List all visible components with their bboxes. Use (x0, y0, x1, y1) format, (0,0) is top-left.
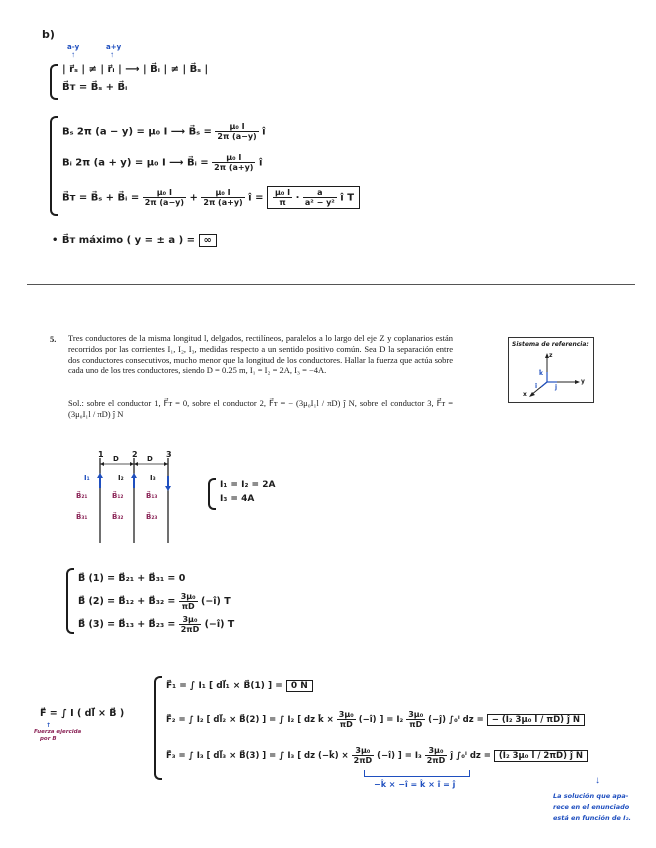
force-note-2: por B (40, 736, 57, 742)
reference-system-box (508, 337, 594, 403)
problem-statement: Tres conductores de la misma longitud l, delgados, rectilíneos, paralelos a lo largo del eje Z y coplanarios están recorridos por las corrientes I₁, I₂, I₃, medidas respecto a un sentido positivo común. Sea D la separación entre dos conductores consecutivos, mucho menor que la longitud de los conductores. Hallar la fuerza que actúa sobre cada uno de los tres conductores, siendo D = 0.25 m, I₁ = I₂ = 2A, I₃ = −4A. (68, 333, 453, 376)
given-currents-1: I₁ = I₂ = 2A (220, 480, 276, 490)
side-note-1: La solución que apa- (553, 792, 629, 800)
field-b12: B⃗₁₂ (112, 492, 124, 500)
arrow-up-icon: ↑ (71, 50, 75, 59)
problem-solution: Sol.: sobre el conductor 1, F⃗ᴛ = 0, sobre el conductor 2, F⃗ᴛ = − (3μ₀I₁l / πD) ĵ N, sobre el conductor 3, F⃗ᴛ = (3μ₀I₁l / πD) ĵ N (68, 398, 453, 419)
problem-number: 5. (50, 334, 57, 344)
conductor-3-label: 3 (166, 450, 172, 459)
field-b21: B⃗₂₁ (76, 492, 88, 500)
field-b32: B⃗₃₂ (112, 513, 124, 521)
side-note-2: rece en el enunciado (553, 803, 630, 811)
field-b13: B⃗₁₃ (146, 492, 158, 500)
brace-1 (50, 64, 58, 100)
field-b23: B⃗₂₃ (146, 513, 158, 521)
note-a-minus-y: a-y (67, 43, 80, 51)
unit-i-label: î (535, 383, 538, 390)
section-divider (27, 284, 635, 285)
brace-2 (50, 116, 58, 216)
current-i3: I₃ (150, 474, 156, 482)
result-box-f1: 0 N (286, 680, 313, 692)
force-general: F⃗ = ∫ I ( dl⃗ × B⃗ ) (40, 708, 125, 719)
current-i1: I₁ (84, 474, 90, 482)
brace-force (154, 676, 162, 780)
axis-x-label: x (523, 391, 527, 398)
conductor-2-label: 2 (132, 450, 138, 459)
given-currents-2: I₃ = 4A (220, 494, 255, 504)
conductor-1-label: 1 (98, 450, 104, 459)
result-box-f2: − (I₂ 3μ₀ l / πD) ĵ N (487, 714, 585, 726)
force-f3: F⃗₃ = ∫ I₃ [ dl⃗₃ × B⃗(3) ] = ∫ I₃ [ dz (−k̂) × $\frac{\text{3μ₀}}{2\pi D}$ (−î) ] = I₃ $\frac{\text{3μ₀}}{2\pi D}$ ĵ ∫₀ˡ dz = (I₂ 3μ₀ l / 2πD) ĵ N (166, 746, 588, 765)
note-a-plus-y: a+y (106, 43, 122, 51)
under-brace (364, 770, 470, 777)
field-b31: B⃗₃₁ (76, 513, 88, 521)
eq-bi: Bᵢ 2π (a + y) = μ₀ I ⟶ B⃗ᵢ = $\frac{\text{μ₀ I}}{2\pi (a+y)}$ î (62, 153, 263, 172)
part-b-label: b) (42, 28, 55, 41)
result-box-f3: (I₂ 3μ₀ l / 2πD) ĵ N (494, 750, 588, 762)
force-note-1: Fuerza ejercida (34, 729, 82, 735)
b-field-1: B⃗ (1) = B⃗₂₁ + B⃗₃₁ = 0 (78, 573, 186, 584)
cross-product-note: −k̂ × −î = k̂ × î = ĵ (374, 780, 456, 789)
unit-k-label: k̂ (539, 370, 543, 377)
infinity-box: ∞ (199, 234, 217, 247)
separation-d1: D (113, 455, 119, 463)
eq-bt: B⃗ᴛ = B⃗ₛ + B⃗ᵢ = $\frac{\text{μ₀ I}}{2\pi (a-y)}$ + $\frac{\text{μ₀ I}}{2\pi (a+y)}$ î = $\frac{\text{μ₀ I}}{\pi}$ · $\frac{a}{\text{a² − y²}}$ î T (62, 186, 360, 209)
eq-radii: | r⃗ₛ | ≠ | r⃗ᵢ | ⟶ | B⃗ᵢ | ≠ | B⃗ₛ | (62, 64, 209, 75)
side-note-3: está en función de I₂. (553, 814, 631, 822)
brace-given (208, 478, 216, 510)
current-i2: I₂ (118, 474, 124, 482)
reference-title: Sistema de referencia: (512, 341, 589, 348)
eq-bs: Bₛ 2π (a − y) = μ₀ I ⟶ B⃗ₛ = $\frac{\text{μ₀ I}}{2\pi (a-y)}$ î (62, 122, 266, 141)
b-field-2: B⃗ (2) = B⃗₁₂ + B⃗₃₂ = $\frac{\text{3μ₀}}{\pi D}$ (−î) T (78, 592, 231, 611)
bt-max: • B⃗ᴛ máximo ( y = ± a ) = ∞ (52, 235, 217, 246)
unit-j-label: ĵ (555, 384, 558, 391)
force-f2: F⃗₂ = ∫ I₂ [ dl⃗₂ × B⃗(2) ] = ∫ I₂ [ dz k̂ × $\frac{\text{3μ₀}}{\pi D}$ (−î) ] = I₂ $\frac{\text{3μ₀}}{\pi D}$ (−ĵ) ∫₀ˡ dz = − (I₂ 3μ₀ l / πD) ĵ N (166, 710, 585, 729)
force-f1: F⃗₁ = ∫ I₁ [ dl⃗₁ × B⃗(1) ] = 0 N (166, 681, 313, 691)
arrow-up-icon: ↑ (110, 50, 114, 59)
axis-y-label: y (581, 378, 585, 385)
arrow-down-icon: ↓ (595, 775, 600, 786)
separation-d2: D (147, 455, 153, 463)
eq-sum: B⃗ᴛ = B⃗ₛ + B⃗ᵢ (62, 82, 128, 93)
b-field-3: B⃗ (3) = B⃗₁₃ + B⃗₂₃ = $\frac{\text{3μ₀}}{2\pi D}$ (−î) T (78, 615, 235, 634)
axes-icon (509, 338, 593, 402)
axis-z-label: z (549, 352, 553, 359)
result-box-bt: $\frac{\text{μ₀ I}}{\pi}$ · $\frac{a}{\text{a² − y²}}$ î T (267, 186, 360, 209)
arrow-up-icon: ↑ (46, 722, 52, 729)
brace-b-system (66, 568, 74, 634)
